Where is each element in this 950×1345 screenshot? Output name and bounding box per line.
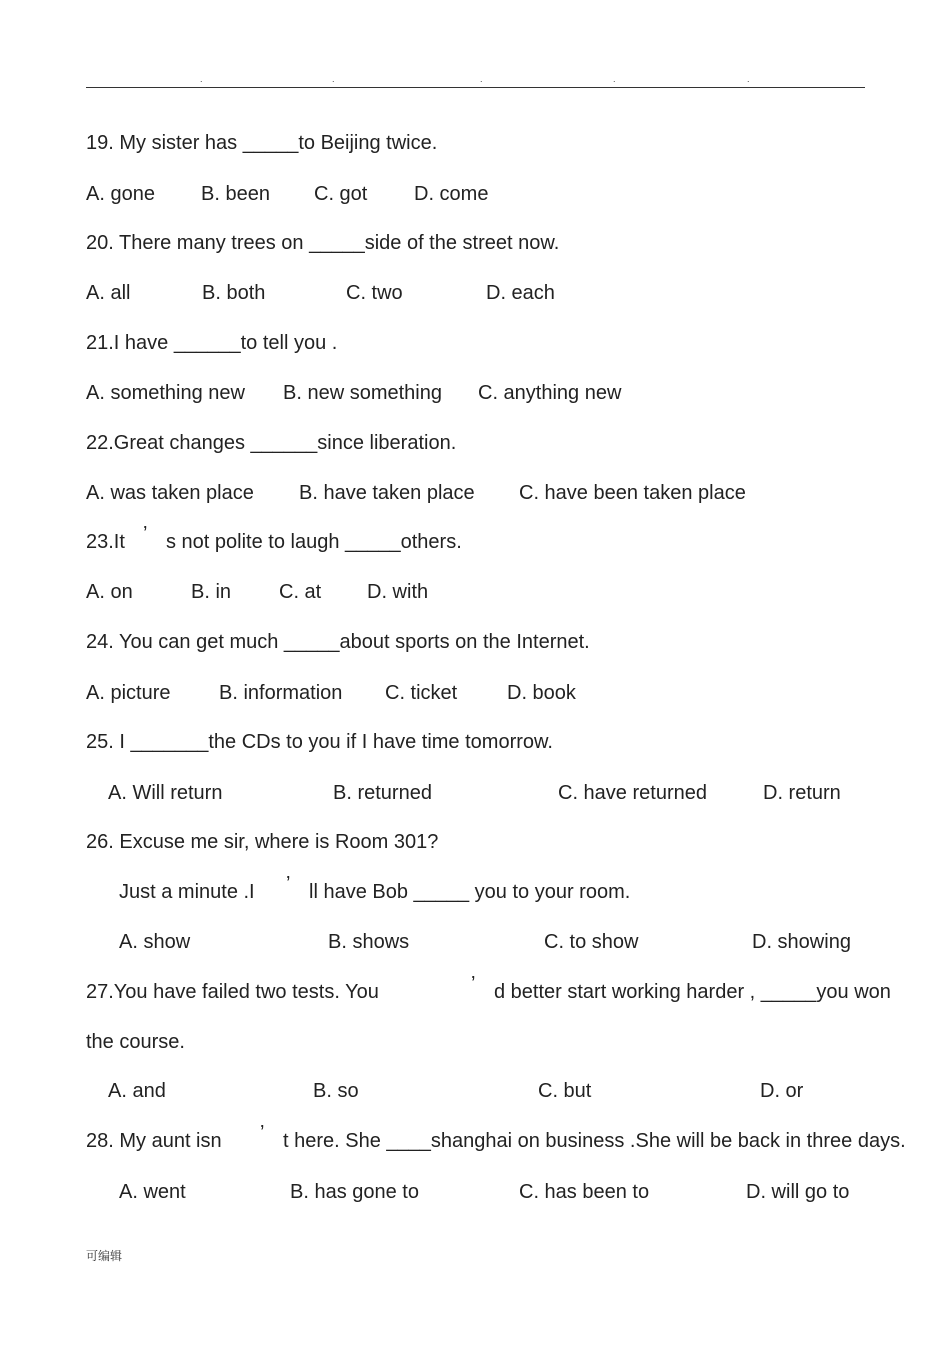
question-28-option-c: C. has been to — [519, 1181, 650, 1203]
question-26-reply-start: Just a minute .I — [119, 881, 255, 903]
question-25-option-c: C. have returned — [558, 782, 707, 804]
question-26-option-a: A. show — [119, 931, 191, 953]
question-25-option-b: B. returned — [333, 782, 432, 804]
question-28-stem-end: t here. She ____shanghai on business .She will be back in three days. — [283, 1130, 906, 1152]
question-24-option-c: C. ticket — [385, 682, 458, 704]
question-19-option-d: D. come — [414, 183, 489, 205]
question-24-option-b: B. information — [219, 682, 343, 704]
question-19-option-a: A. gone — [86, 183, 155, 205]
question-23-apostrophe: ’ — [143, 523, 148, 545]
header-dot: . — [200, 74, 203, 84]
question-23-stem-end: s not polite to laugh _____others. — [166, 531, 462, 553]
header-dot: . — [332, 74, 335, 84]
question-27-option-b: B. so — [313, 1080, 359, 1102]
question-25-stem: 25. I _______the CDs to you if I have time tomorrow. — [86, 731, 553, 753]
question-24-stem: 24. You can get much _____about sports on the Internet. — [86, 631, 590, 653]
question-27-option-d: D. or — [760, 1080, 804, 1102]
question-26-option-d: D. showing — [752, 931, 851, 953]
question-25-option-d: D. return — [763, 782, 841, 804]
question-22-stem: 22.Great changes ______since liberation. — [86, 432, 457, 454]
question-22-option-a: A. was taken place — [86, 482, 254, 504]
question-28-option-a: A. went — [119, 1181, 186, 1203]
question-25-option-a: A. Will return — [108, 782, 223, 804]
question-23-option-b: B. in — [191, 581, 232, 603]
question-21-option-c: C. anything new — [478, 382, 622, 404]
question-26-apostrophe: ’ — [286, 873, 291, 895]
question-27-stem-end: d better start working harder , _____you won — [494, 981, 891, 1003]
question-22-option-b: B. have taken place — [299, 482, 475, 504]
question-26-option-b: B. shows — [328, 931, 410, 953]
question-23-option-c: C. at — [279, 581, 322, 603]
question-19-option-b: B. been — [201, 183, 270, 205]
question-28-option-b: B. has gone to — [290, 1181, 419, 1203]
question-27-option-c: C. but — [538, 1080, 592, 1102]
question-28-stem-start: 28. My aunt isn — [86, 1130, 222, 1152]
question-27-apostrophe: ’ — [471, 973, 476, 995]
question-19-stem: 19. My sister has _____to Beijing twice. — [86, 132, 438, 154]
question-23-option-a: A. on — [86, 581, 133, 603]
question-21-option-b: B. new something — [283, 382, 442, 404]
question-20-option-c: C. two — [346, 282, 403, 304]
question-24-option-d: D. book — [507, 682, 576, 704]
question-27-option-a: A. and — [108, 1080, 166, 1102]
header-dot: . — [747, 74, 750, 84]
question-20-option-b: B. both — [202, 282, 266, 304]
question-20-option-d: D. each — [486, 282, 555, 304]
question-22-option-c: C. have been taken place — [519, 482, 746, 504]
question-19-option-c: C. got — [314, 183, 368, 205]
footer-editable-label: 可编辑 — [86, 1249, 123, 1263]
question-27-stem-start: 27.You have failed two tests. You — [86, 981, 379, 1003]
question-26-stem: 26. Excuse me sir, where is Room 301? — [86, 831, 439, 853]
question-28-option-d: D. will go to — [746, 1181, 850, 1203]
header-dot: . — [613, 74, 616, 84]
header-rule — [86, 87, 865, 88]
question-23-stem-start: 23.It — [86, 531, 125, 553]
question-21-option-a: A. something new — [86, 382, 245, 404]
question-26-reply-end: ll have Bob _____ you to your room. — [309, 881, 631, 903]
header-dot: . — [480, 74, 483, 84]
question-24-option-a: A. picture — [86, 682, 171, 704]
question-28-apostrophe: ’ — [260, 1122, 265, 1144]
question-20-stem: 20. There many trees on _____side of the street now. — [86, 232, 560, 254]
question-20-option-a: A. all — [86, 282, 131, 304]
question-23-option-d: D. with — [367, 581, 429, 603]
question-26-option-c: C. to show — [544, 931, 639, 953]
question-27-stem-line2: the course. — [86, 1031, 185, 1053]
question-21-stem: 21.I have ______to tell you . — [86, 332, 338, 354]
